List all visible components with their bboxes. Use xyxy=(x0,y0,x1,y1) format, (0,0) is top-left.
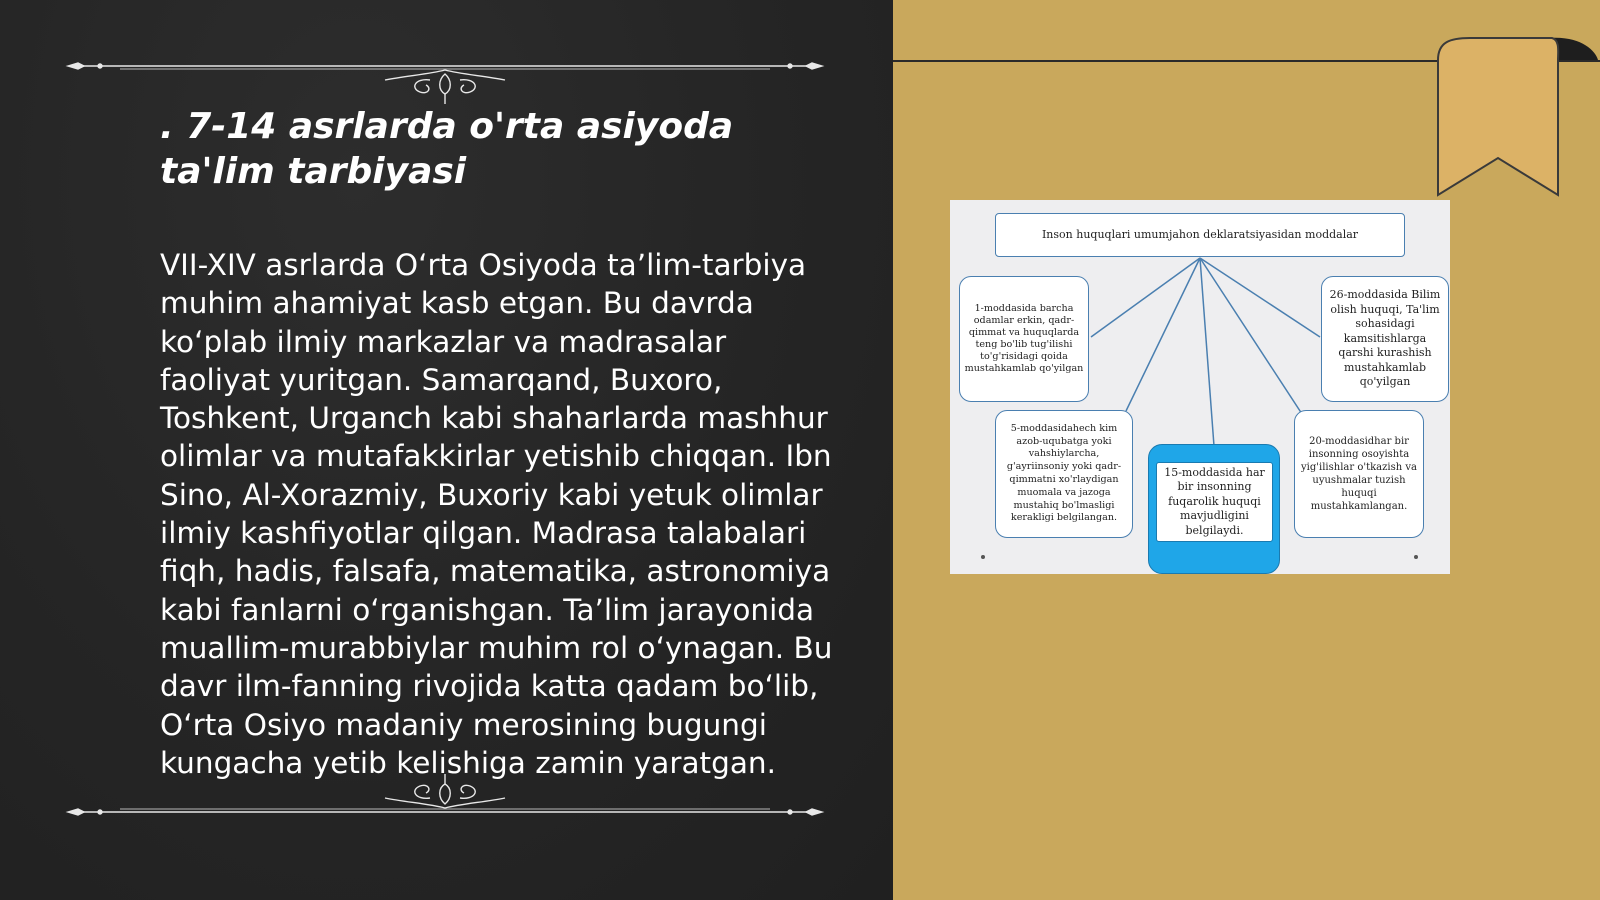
slide-title: . 7-14 asrlarda o'rta asiyoda ta'lim tarbiyasi xyxy=(160,106,734,192)
declaration-diagram xyxy=(950,200,1450,574)
article-26-box: 26-moddasida Bilim olish huquqi, Ta'lim sohasidagi kamsitishlarga qarshi kurashish mustahkamlab qo'yilgan xyxy=(1321,276,1449,402)
article-15-box: 15-moddasida har bir insonning fuqarolik huquqi mavjudligini belgilaydi. xyxy=(1156,462,1273,542)
bookmark-ribbon-icon xyxy=(1430,30,1600,200)
article-1-box: 1-moddasida barcha odamlar erkin, qadr-qimmat va huquqlarda teng bo'lib tug'ilishi to'g'risidagi qoida mustahkamlab qo'yilgan xyxy=(959,276,1089,402)
slide-body-text: VII-XIV asrlarda O‘rta Osiyoda ta’lim-tarbiya muhim ahamiyat kasb etgan. Bu davrda ko‘plab ilmiy markazlar va madrasalar faoliyat yuritgan. Samarqand, Buxoro, Toshkent, Urganch kabi shaharlarda mashhur olimlar va mutafakkirlar yetishib chiqqan. Ibn Sino, Al-Xorazmiy, Buxoriy kabi yetuk olimlar ilmiy kashfiyotlar qilgan. Madrasa talabalari fiqh, hadis, falsafa, matematika, astronomiya kabi fanlarni o‘rganishgan. Ta’lim jarayonida muallim-murabbiylar muhim rol o‘ynagan. Bu davr ilm-fanning rivojida katta qadam bo‘lib, O‘rta Osiyo madaniy merosining bugungi kungacha yetib kelishiga zamin yaratgan. xyxy=(160,248,833,780)
diagram-header-box: Inson huquqlari umumjahon deklaratsiyasidan moddalar xyxy=(995,213,1405,257)
bottom-flourish-ornament xyxy=(60,770,830,820)
top-flourish-ornament xyxy=(60,58,830,108)
article-20-box: 20-moddasidhar bir insonning osoyishta yig'ilishlar o'tkazish va uyushmalar tuzish huquqi mustahkamlangan. xyxy=(1294,410,1424,538)
article-5-box: 5-moddasidahech kim azob-uqubatga yoki vahshiylarcha, g'ayriinsoniy yoki qadr-qimmatni xo'rlaydigan muomala va jazoga mustahiq bo'lmasligi kerakligi belgilangan. xyxy=(995,410,1133,538)
